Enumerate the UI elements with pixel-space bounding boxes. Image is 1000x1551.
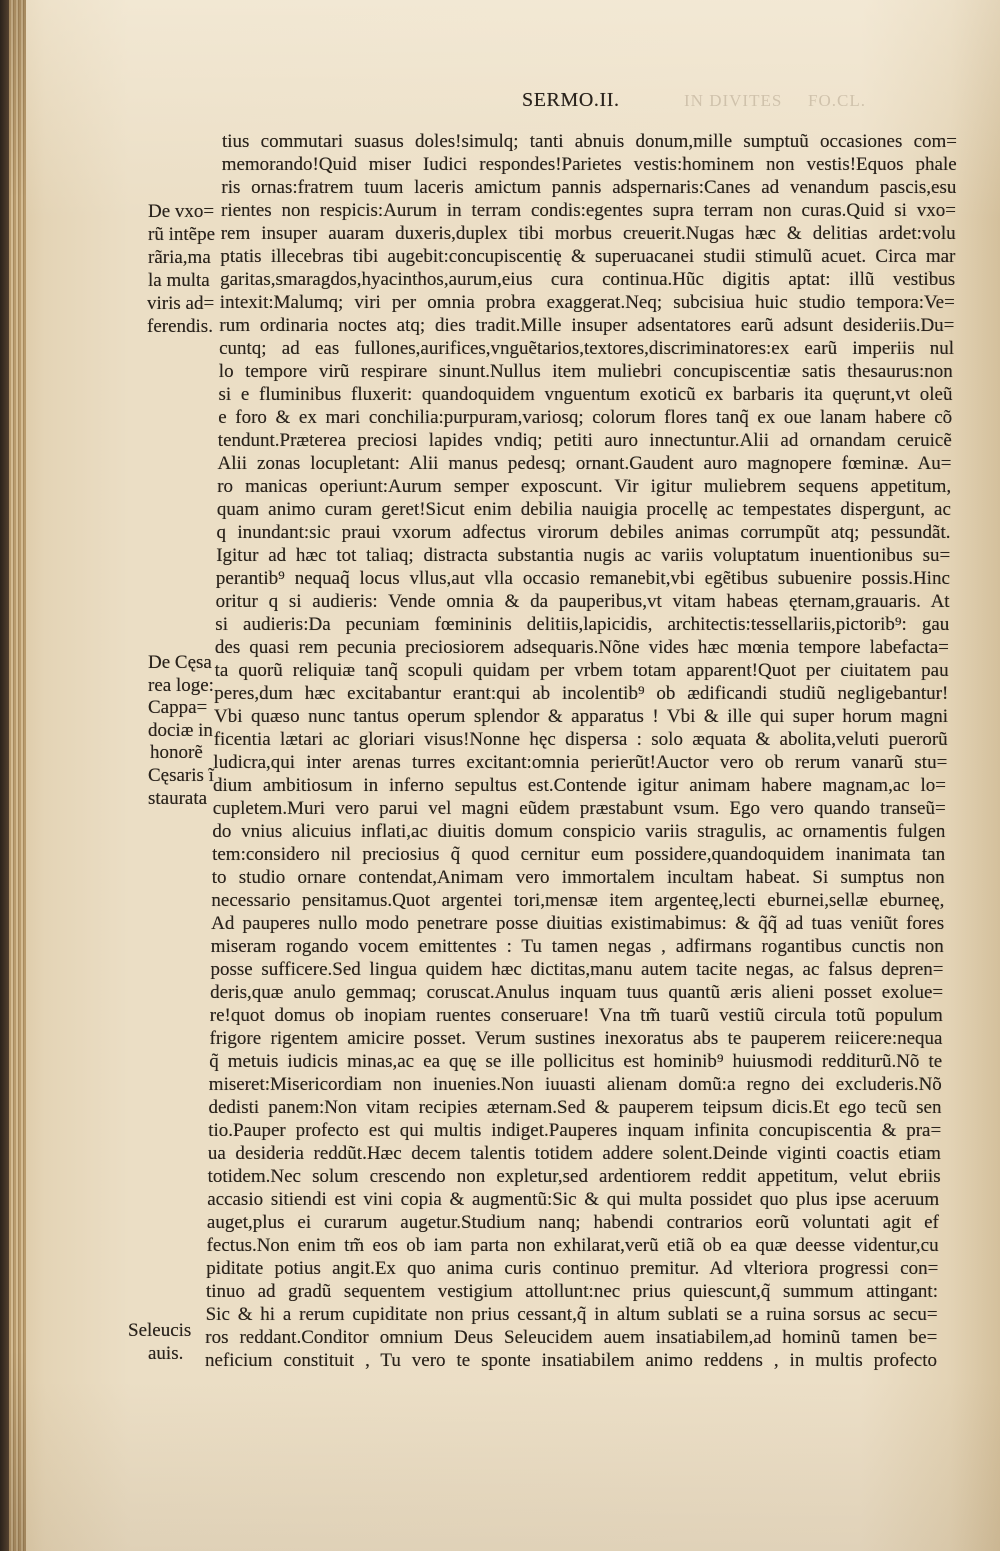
text-line: tinuo ad gradũ sequentem vestigium attollunt:nec prius quiescunt,q̃ summum attingant: [206,1281,938,1302]
text-line: to studio ornare contendat,Animam vero immortalem incultam habeat. Si sumptus non [211,867,945,888]
text-line: quam animo curam geret!Sicut enim debilia nauigia procellę ac tempestates dispergunt, ac [216,499,951,520]
text-line: garitas,smaragdos,hyacinthos,aurum,eius cura continua.Hũc digitis aptat: illũ vestibus [220,269,956,290]
text-line: fectus.Non enim tm̃ eos ob iam parta non exhilarat,verũ etiã ob ea quæ deesse videntur,cu [206,1235,939,1256]
text-line: neficium constituit , Tu vero te sponte insatiabilem animo reddens , in multis profecto [205,1350,937,1371]
text-line: frigore rigentem amicire posset. Verum sustines inexoratus abs te pauperem reiicere:nequa [209,1028,943,1049]
margin-note-line: ferendis. [147,316,213,337]
text-line: necessario pensitamus.Quot argentei tori,mensæ item argenteę,lecti eburnei,sellæ eburneę, [211,890,945,911]
margin-note-line: Cęsaris ĩ [148,765,214,786]
text-line: Ad pauperes nullo modo penetrare posse diuitias existimabimus: & q̃q̃ ad tuas veniũt fores [211,913,945,934]
margin-note-line: viris ad= [147,293,215,314]
text-line: ta quorũ reliquiæ tanq̃ scopuli quidam per vrbem totam apparent!Quot per ciuitatem pau [214,660,949,681]
margin-note-line: staurata [148,788,208,809]
text-line: ficentia lætari ac gloriari visus!Nonne hęc dispersa : solo æquata & abolita,veluti puerorũ [213,729,948,750]
text-line: intexit:Malumq; viri per omnia probra exaggerat.Neq; subcisiua huic studio tempora:Ve= [219,292,955,313]
text-line: Igitur ad hæc tot taliaq; distracta substantia nugis ac variis voluptatum inuentionibus su= [216,545,951,566]
text-line: auget,plus ei curarum augetur.Studium nanq; habendi contrarios eorũ voluntati agit ef [206,1212,939,1233]
text-line: peres,dum hæc excitabantur erant:qui ab incolentib⁹ ob ædificandi studiũ negligebantur! [214,683,949,704]
text-line: si e fluminibus fluxerit: quandoquidem vnguentum exoticũ ex barbaris ita quęrunt,vt oleũ [218,384,953,405]
margin-note-line: dociæ in [148,720,213,741]
margin-note-line: rũ intẽpe [148,224,216,245]
text-line: tendunt.Præterea preciosi lapides vndiq; petiti auro innectuntur.Alii ad ornandam ceruicẽ [217,430,952,451]
margin-note-line: Cappa= [148,697,208,718]
bleed-through-head: IN DIVITES [684,91,783,110]
text-line: Sic & hi a rerum cupiditate non prius cessant,q̃ in altum sublati se a ruina sorsus ac secu= [205,1304,938,1325]
margin-note-line: Seleucis [128,1320,192,1341]
text-line: do vnius alicuius inflati,ac diuitis domum conspicio variis stragulis, ac ornamentis fulgen [212,821,946,842]
text-line: q inundant:sic praui vxorum adfectus virorum debiles animas corrumpũt atq; pessundãt. [216,522,951,543]
margin-note-line: rãria,ma [148,247,211,268]
margin-note-line: De Cęsa [148,652,212,673]
text-line: Vbi quæso nunc tantus operum splendor & apparatus ! Vbi & ille qui super horum magni [214,706,948,727]
text-line: tius commutari suasus doles!simulq; tanti abnuis donum,mille sumptuũ occasiones com= [222,131,957,152]
text-line: cupletem.Muri vero parui vel magni eũdem præstabunt vsum. Ego vero quando transeũ= [212,798,946,819]
text-line: si audieris:Da pecuniam fœmininis delitiis,lapicidis, architectis:tessellariis,pictorib⁹: gau [215,614,950,635]
text-line: totidem.Nec solum crescendo non expletur,sed ardentiorem reddit appetitum, velut ebriis [207,1166,941,1187]
text-line: ptatis illecebras tibi augebit:concupiscentię & superuacanei studii stimulũ acuet. Circa mar [220,246,956,267]
text-line: oritur q si audieris: Vende omnia & da pauperibus,vt vitam habeas ęternam,grauaris. At [215,591,950,612]
text-line: ris ornas:fratrem tuum laceris amictum pannis adspernaris:Canes ad venandum pascis,esu [221,177,957,198]
text-line: deris,quæ anulo gemmaq; coruscat.Anulus inquam tuus quantũ æris alieni posset exolue= [210,982,944,1003]
text-line: ludicra,qui inter arenas turres excitant:omnia perierũt!Auctor vero ob rerum vanarũ stu= [213,752,948,773]
text-line: accasio sitiendi est vini copia & augmentũ:Sic & qui multa possidet quo plus ipse aceruum [207,1189,940,1210]
margin-note-line: De vxo= [148,201,215,222]
text-line: rientes non respicis:Aurum in terram condis:egentes supra terram non curas.Quid si vxo= [221,200,956,221]
text-line: rum ordinaria noctes atq; dies tradit.Mille insuper adsentatores earũ adsunt desideriis.Du= [219,315,955,336]
margin-note-line: honorẽ [150,742,203,763]
margin-note-line: rea loge: [148,675,214,696]
text-line: des quasi rem pecunia preciosiorem adsequaris.Nõne vides hæc mœnia tempore labefacta= [214,637,949,658]
text-line: cuntq; ad eas fullones,aurifices,vnguẽtarios,textores,discriminatores:ex earũ imperiis nul [219,338,955,359]
text-line: posse sufficere.Sed lingua quidem hæc dictitas,manu autem tacite negas, ac falsus depren= [210,959,944,980]
text-line: Alii zonas locupletant: Alii manus pedesq; ornant.Gaudent auro magnopere fœminæ. Au= [217,453,952,474]
text-line: q̃ metuis iudicis minas,ac ea quę se ille pollicitus est hominib⁹ huiusmodi redditurũ.Nõ te [209,1051,943,1072]
text-line: miseret:Misericordiam non inuenies.Non iuuasti alienam domũ:a regno dei excluderis.Nõ [208,1074,942,1095]
text-line: tem:considero nil preciosius q̃ quod cernitur eum possidere,quandoquidem inanimata tan [212,844,946,865]
bleed-through-folio: FO.CL. [808,91,866,110]
text-line: ua desideria reddũt.Hæc decem talentis totidem addere solent.Deinde viginti coactis etiam [207,1143,941,1164]
running-head: SERMO.II. [522,89,620,111]
text-line: piditate potius angit.Ex quo anima curis continuo premitur. Ad vlteriora progressi con= [206,1258,939,1279]
text-line: memorando!Quid miser Iudici respondes!Parietes vestis:hominem non vestis!Equos phale [221,154,957,175]
text-line: re!quot domus ob inopiam ruentes conseruare! Vna tm̃ tuarũ vestiũ circula totũ populum [209,1005,943,1026]
text-line: ro manicas operiunt:Aurum semper exposcunt. Vir igitur muliebrem sequens appetitum, [217,476,952,497]
text-line: dedisti panem:Non vitam recipies æternam.Sed & pauperem teipsum dicis.Et ego tecũ sen [208,1097,942,1118]
text-line: e foro & ex mari conchilia:purpuram,variosq; colorum flores tanq̃ ex oue lanam habere cõ [218,407,953,428]
text-line: ros reddant.Conditor omnium Deus Seleucidem auem insatiabilem,ad hominũ tamen be= [205,1327,938,1348]
margin-note-line: auis. [148,1343,184,1364]
text-line: dium ambitiosum in inferno sepultus est.Contende igitur animam habere magnam,ac lo= [213,775,946,796]
text-line: perantib⁹ nequaq̃ locus vllus,aut vlla occasio remanebit,vbi egẽtibus subuenire possis.Hinc [215,568,950,589]
margin-note-line: la multa [148,270,210,291]
text-line: lo tempore virũ respirare sinunt.Nullus item muliebri concupiscentiæ satis thesaurus:non [218,361,953,382]
text-line: rem insuper auaram duxeris,duplex tibi morbus creuerit.Nugas hæc & delitias ardet:volu [220,223,956,244]
text-line: miseram rogando vocem emittentes : Tu tamen negas , adfirmans rogantibus cunctis non [210,936,944,957]
text-line: tio.Pauper profecto est qui multis indiget.Pauperes inquam infinita concupiscentia & pra= [208,1120,942,1141]
